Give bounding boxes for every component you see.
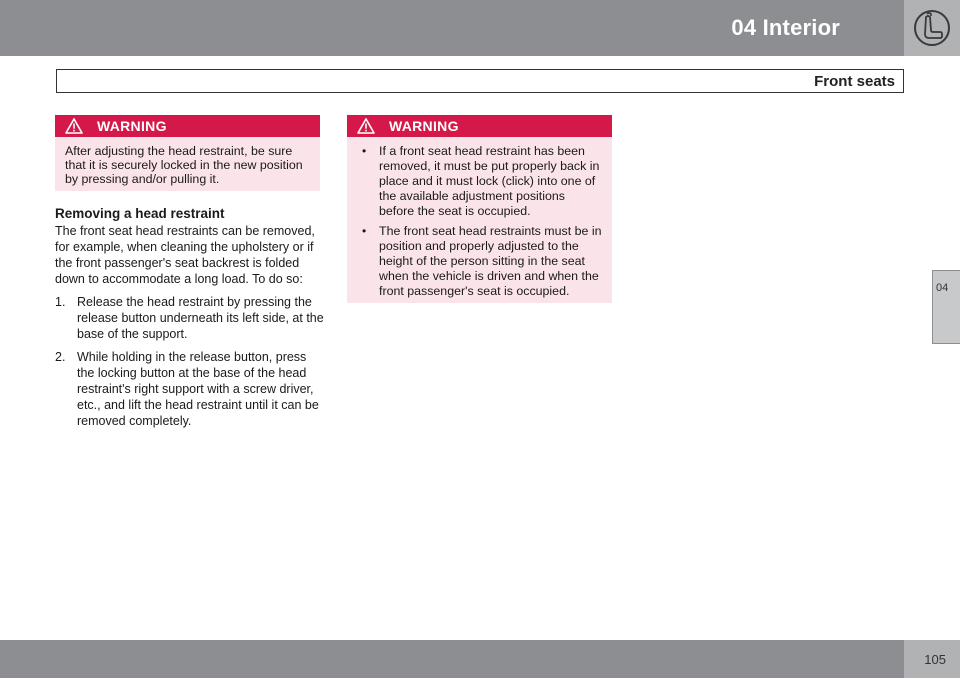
- header-band: [0, 0, 904, 56]
- bullet-glyph: •: [362, 144, 367, 158]
- steps-list: [55, 294, 327, 429]
- list-item: [357, 144, 602, 219]
- warning-label: WARNING: [389, 118, 459, 134]
- bullet-text: The front seat head restraints must be in position and properly adjusted to the height of the person sitting in the seat when the vehicle is driven and when the front passenger's seat is occupied.: [379, 224, 602, 298]
- warning-triangle-icon: [65, 118, 83, 134]
- list-item: [55, 294, 327, 342]
- removing-section: [55, 206, 327, 436]
- bullet-glyph: •: [362, 224, 367, 238]
- footer-band: [0, 640, 904, 678]
- step-number: 1.: [55, 295, 66, 309]
- step-text: Release the head restraint by pressing the release button underneath its left side, at the base of the support.: [77, 295, 324, 341]
- warning-header: [55, 115, 320, 137]
- chapter-title: 04 Interior: [731, 15, 840, 40]
- warning-body: After adjusting the head restraint, be sure that it is securely locked in the new position by pressing and/or pulling it.: [65, 144, 303, 186]
- step-text: While holding in the release button, press the locking button at the base of the head restraint's right support with a screw driver, etc., and lift the head restraint until it can be removed completely.: [77, 350, 319, 428]
- warning-label: WARNING: [97, 118, 167, 134]
- warning-triangle-icon: [357, 118, 375, 134]
- page-number: 105: [924, 652, 946, 667]
- warning-box-right: [347, 115, 612, 303]
- warning-header: [347, 115, 612, 137]
- bullet-text: If a front seat head restraint has been removed, it must be put properly back in place and it must lock (click) into one of the available adjustment positions before the seat is occupied.: [379, 144, 600, 218]
- section-bar: [56, 69, 904, 93]
- warning-bullets: [347, 137, 612, 299]
- intro-paragraph: The front seat head restraints can be removed, for example, when cleaning the upholstery or if the front passenger's seat backrest is folded down to accommodate a long load. To do so:: [55, 224, 315, 286]
- chapter-side-tab-label: 04: [936, 282, 949, 294]
- list-item: [55, 349, 327, 429]
- list-item: [357, 224, 602, 299]
- seat-icon: [912, 8, 952, 48]
- warning-box-left: [55, 115, 320, 191]
- section-subheading: Removing a head restraint: [55, 206, 225, 221]
- chapter-icon-box: [904, 0, 960, 56]
- footer-page-box: [904, 640, 960, 678]
- section-title: Front seats: [814, 73, 895, 90]
- step-number: 2.: [55, 350, 66, 364]
